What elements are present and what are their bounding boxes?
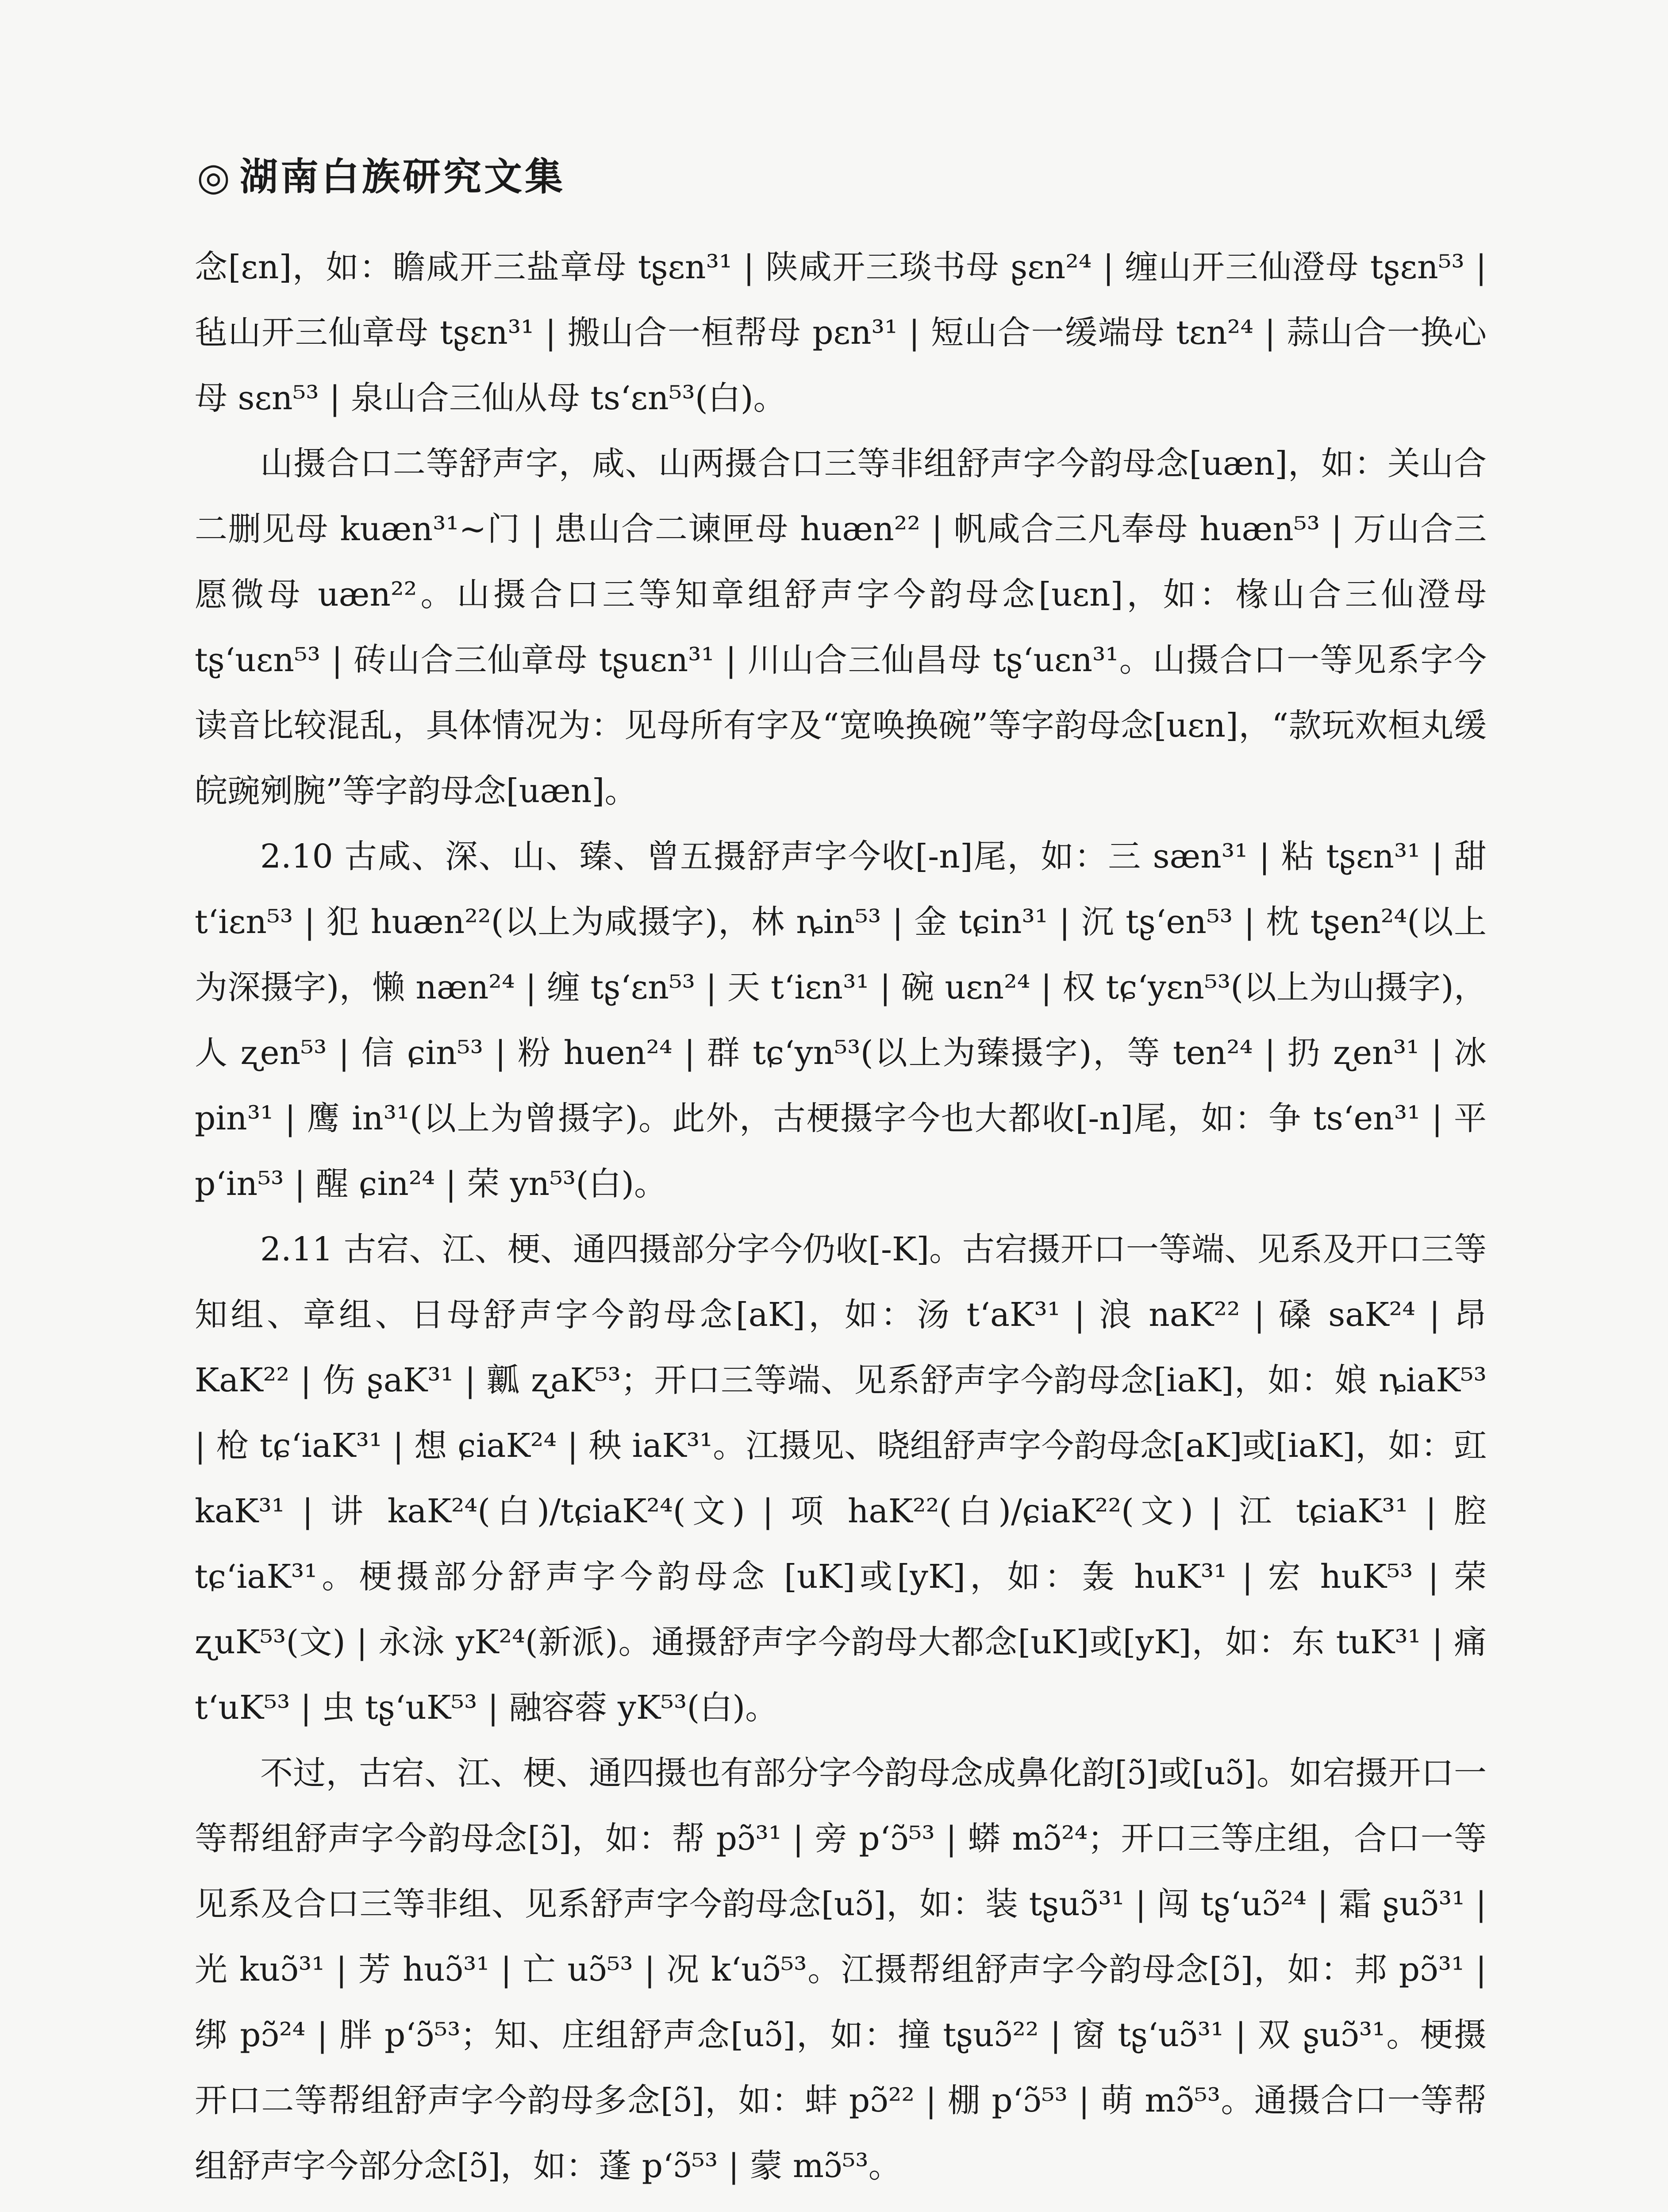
- paragraph: 2.10 古咸、深、山、臻、曾五摄舒声字今收[-n]尾，如：三 sæn³¹ | 粘 tʂɛn³¹ | 甜 tʻiɛn⁵³ | 犯 huæn²²(以上为咸摄字)，林 ȵin⁵³ | 金 tɕin³¹ | 沉 tʂʻen⁵³ | 枕 tʂen²⁴(以上为深摄字)，懒 næn²⁴ | 缠 tʂʻɛn⁵³ | 天 tʻiɛn³¹ | 碗 uɛn²⁴ | 权 tɕʻyɛn⁵³(以上为山摄字)，人 ʐen⁵³ | 信 ɕin⁵³ | 粉 huen²⁴ | 群 tɕʻyn⁵³(以上为臻摄字)，等 ten²⁴ | 扔 ʐen³¹ | 冰 pin³¹ | 鹰 in³¹(以上为曾摄字)。此外，古梗摄字今也大都收[-n]尾，如：争 tsʻen³¹ | 平 pʻin⁵³ | 醒 ɕin²⁴ | 荣 yn⁵³(白)。: [195, 837, 1487, 1203]
- paragraph: 山摄合口二等舒声字，咸、山两摄合口三等非组舒声字今韵母念[uæn]，如：关山合二删见母 kuæn³¹~门 | 患山合二谏匣母 huæn²² | 帆咸合三凡奉母 huæn⁵³ | 万山合三愿微母 uæn²²。山摄合口三等知章组舒声字今韵母念[uɛn]，如：椽山合三仙澄母 tʂʻuɛn⁵³ | 砖山合三仙章母 tʂuɛn³¹ | 川山合三仙昌母 tʂʻuɛn³¹。山摄合口一等见系字今读音比较混乱，具体情况为：见母所有字及“宽唤换碗”等字韵母念[uɛn]，“款玩欢桓丸缓皖豌剜腕”等字韵母念[uæn]。: [195, 445, 1487, 810]
- body-text: [195, 234, 1487, 2212]
- header-circle-mark: ◎: [197, 155, 233, 199]
- header-title: 湖南白族研究文集: [240, 154, 566, 199]
- paragraph: 2.11 古宕、江、梗、通四摄部分字今仍收[-K]。古宕摄开口一等端、见系及开口三等知组、章组、日母舒声字今韵母念[aK]，如：汤 tʻaK³¹ | 浪 naK²² | 磉 saK²⁴ | 昂 KaK²² | 伤 ʂaK³¹ | 瓤 ʐaK⁵³；开口三等端、见系舒声字今韵母念[iaK]，如：娘 ȵiaK⁵³ | 枪 tɕʻiaK³¹ | 想 ɕiaK²⁴ | 秧 iaK³¹。江摄见、晓组舒声字今韵母念[aK]或[iaK]，如：豇 kaK³¹ | 讲 kaK²⁴(白)/tɕiaK²⁴(文) | 项 haK²²(白)/ɕiaK²²(文) | 江 tɕiaK³¹ | 腔 tɕʻiaK³¹。梗摄部分舒声字今韵母念 [uK]或[yK]，如：轰 huK³¹ | 宏 huK⁵³ | 荣 ʐuK⁵³(文) | 永泳 yK²⁴(新派)。通摄舒声字今韵母大都念[uK]或[yK]，如：东 tuK³¹ | 痛 tʻuK⁵³ | 虫 tʂʻuK⁵³ | 融容蓉 yK⁵³(白)。: [195, 1230, 1487, 1727]
- paragraph: 不过，古宕、江、梗、通四摄也有部分字今韵母念成鼻化韵[ɔ̃]或[uɔ̃]。如宕摄开口一等帮组舒声字今韵母念[ɔ̃]，如：帮 pɔ̃³¹ | 旁 pʻɔ̃⁵³ | 蟒 mɔ̃²⁴；开口三等庄组，合口一等见系及合口三等非组、见系舒声字今韵母念[uɔ̃]，如：装 tʂuɔ̃³¹ | 闯 tʂʻuɔ̃²⁴ | 霜 ʂuɔ̃³¹ | 光 kuɔ̃³¹ | 芳 huɔ̃³¹ | 亡 uɔ̃⁵³ | 况 kʻuɔ̃⁵³。江摄帮组舒声字今韵母念[ɔ̃]，如：邦 pɔ̃³¹ | 绑 pɔ̃²⁴ | 胖 pʻɔ̃⁵³；知、庄组舒声念[uɔ̃]，如：撞 tʂuɔ̃²² | 窗 tʂʻuɔ̃³¹ | 双 ʂuɔ̃³¹。梗摄开口二等帮组舒声字今韵母多念[ɔ̃]，如：蚌 pɔ̃²² | 棚 pʻɔ̃⁵³ | 萌 mɔ̃⁵³。通摄合口一等帮组舒声字今部分念[ɔ̃]，如：蓬 pʻɔ̃⁵³ | 蒙 mɔ̃⁵³。: [195, 1754, 1487, 2185]
- paragraph: [195, 2199, 1487, 2212]
- paragraph-continued: 念[ɛn]，如：瞻咸开三盐章母 tʂɛn³¹ | 陕咸开三琰书母 ʂɛn²⁴ | 缠山开三仙澄母 tʂɛn⁵³ | 毡山开三仙章母 tʂɛn³¹ | 搬山合一桓帮母 pɛn³¹ | 短山合一缓端母 tɛn²⁴ | 蒜山合一换心母 sɛn⁵³ | 泉山合三仙从母 tsʻɛn⁵³(白)。: [195, 248, 1487, 417]
- running-header: [197, 146, 565, 201]
